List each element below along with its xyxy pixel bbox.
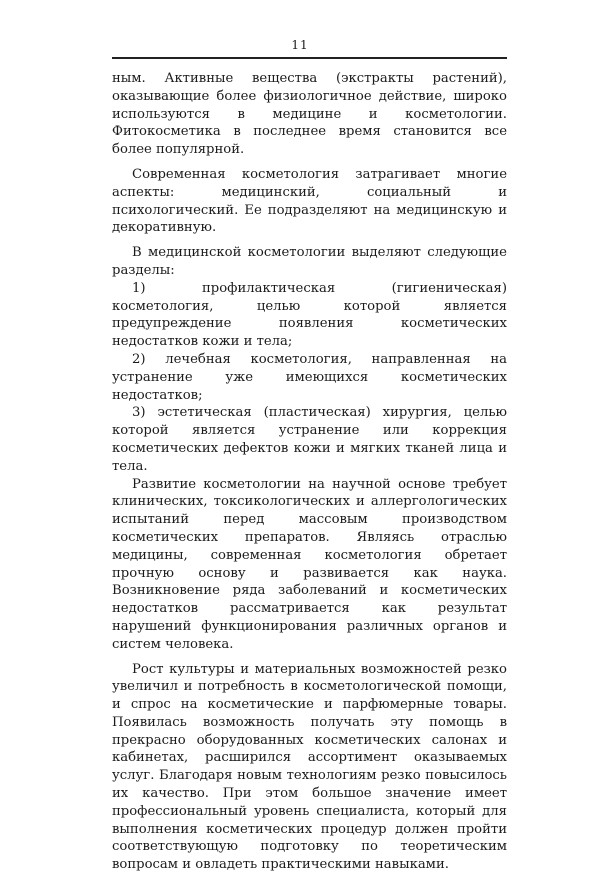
list-item-therapeutic: 2) лечебная косметология, направленная на устранение уже имеющихся косметических недостатков; — [112, 351, 507, 404]
paragraph-culture-growth: Рост культуры и материальных возможностей резко увеличил и потребность в косметологической помощи, и спрос на косметические и парфюмерные товары. Появилась возможность получать эту помощь в прекрасно оборудованных косметических салонах и кабинетах, расширился ассортимент оказываемых услуг. Благодаря новым технологиям резко повысилось их качество. При этом большое значение имеет профессиональный уровень специалиста, который для выполнения косметических процедур должен пройти соответствующую подготовку по теоретическим вопросам и овладеть практическими навыками. — [112, 661, 507, 874]
page-number: 11 — [0, 38, 600, 52]
paragraph-scientific-basis: Развитие косметологии на научной основе требует клинических, токсикологических и аллергологических испытаний перед массовым производством косметических препаратов. Являясь отраслью медицины, современная косметология обретает прочную основу и развивается как наука. Возникновение ряда заболеваний и косметических недостатков рассматривается как результат нарушений функционирования различных органов и систем человека. — [112, 476, 507, 654]
paragraph-aspects: Современная косметология затрагивает многие аспекты: медицинский, социальный и психологический. Ее подразделяют на медицинскую и декоративную. — [112, 166, 507, 237]
list-item-prophylactic: 1) профилактическая (гигиеническая) косметология, целью которой является предупреждение появления косметических недостатков кожи и тела; — [112, 280, 507, 351]
body-text — [112, 70, 507, 874]
list-item-surgery: 3) эстетическая (пластическая) хирургия, целью которой является устранение или коррекция косметических дефектов кожи и мягких тканей лица и тела. — [112, 404, 507, 475]
header-rule — [112, 57, 507, 59]
paragraph-continued: ным. Активные вещества (экстракты растений), оказывающие более физиологичное действие, широко используются в медицине и косметологии. Фитокосметика в последнее время становится все более популярной. — [112, 70, 507, 159]
paragraph-sections-intro: В медицинской косметологии выделяют следующие разделы: — [112, 244, 507, 280]
